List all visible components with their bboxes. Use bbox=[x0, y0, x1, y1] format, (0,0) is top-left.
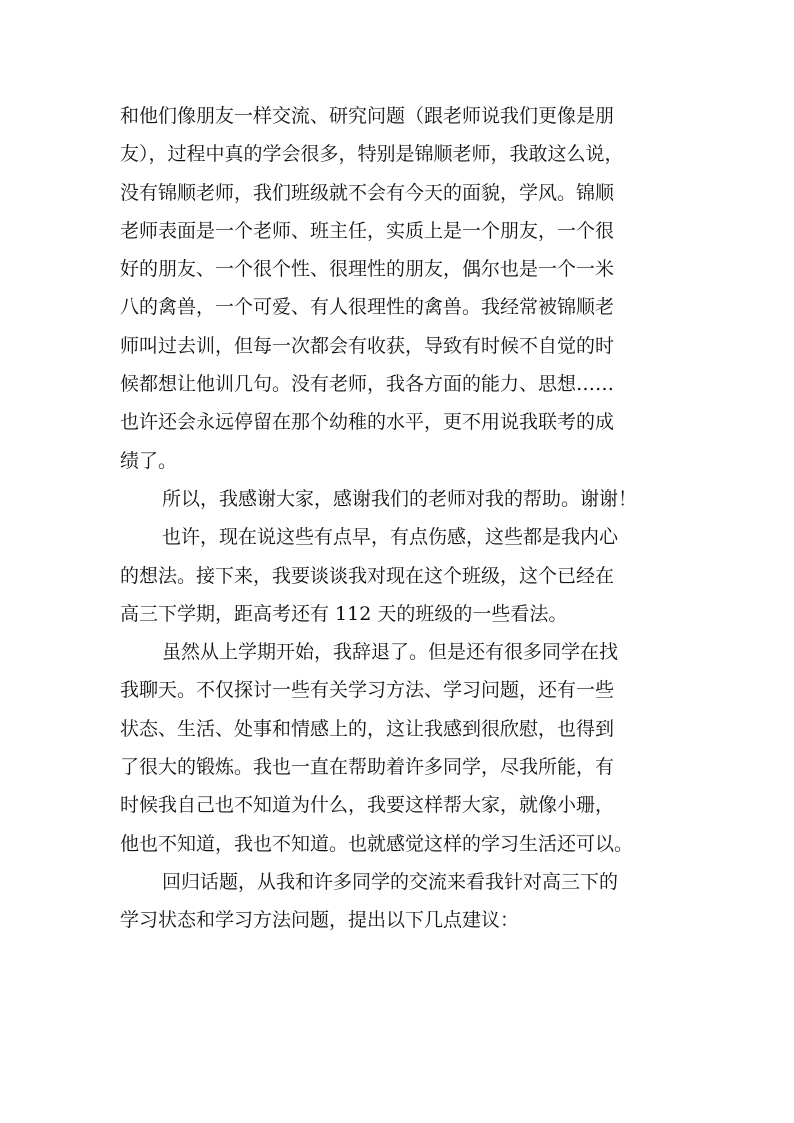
text-line: 好的朋友、一个很个性、很理性的朋友，偶尔也是一个一米 bbox=[120, 258, 615, 281]
text-line: 了很大的锻炼。我也一直在帮助着许多同学，尽我所能，有 bbox=[120, 756, 615, 779]
text-line: 时候我自己也不知道为什么，我要这样帮大家，就像小珊， bbox=[120, 794, 615, 817]
text-line: 八的禽兽，一个可爱、有人很理性的禽兽。我经常被锦顺老 bbox=[120, 296, 615, 319]
text-line: 和他们像朋友一样交流、研究问题（跟老师说我们更像是朋 bbox=[120, 105, 615, 127]
text-line: 师叫过去训，但每一次都会有收获，导致有时候不自觉的时 bbox=[120, 334, 615, 357]
text-line: 高三下学期，距高考还有 112 天的班级的一些看法。 bbox=[120, 602, 568, 625]
text-line: 绩了。 bbox=[120, 449, 178, 472]
text-line: 状态、生活、处事和情感上的，这让我感到很欣慰，也得到 bbox=[120, 717, 615, 740]
text-line: 候都想让他训几句。没有老师，我各方面的能力、思想…… bbox=[120, 373, 615, 396]
text-line: 他也不知道，我也不知道。也就感觉这样的学习生活还可以。 bbox=[120, 832, 634, 855]
text-line: 友），过程中真的学会很多，特别是锦顺老师，我敢这么说， bbox=[120, 143, 624, 166]
paragraph-start-line: 虽然从上学期开始，我辞退了。但是还有很多同学在找 bbox=[162, 641, 619, 664]
paragraph-start-line: 所以，我感谢大家，感谢我们的老师对我的帮助。谢谢！ bbox=[162, 487, 638, 510]
paragraph-start-line: 回归话题，从我和许多同学的交流来看我针对高三下的 bbox=[162, 870, 619, 893]
text-line: 学习状态和学习方法问题，提出以下几点建议： bbox=[120, 909, 520, 932]
text-line: 我聊天。不仅探讨一些有关学习方法、学习问题，还有一些 bbox=[120, 679, 615, 702]
paragraph-start-line: 也许，现在说这些有点早，有点伤感，这些都是我内心 bbox=[162, 526, 619, 549]
text-line: 没有锦顺老师，我们班级就不会有今天的面貌，学风。锦顺 bbox=[120, 181, 615, 204]
body-text bbox=[120, 97, 680, 940]
text-line: 也许还会永远停留在那个幼稚的水平，更不用说我联考的成 bbox=[120, 411, 615, 434]
text-line: 的想法。接下来，我要谈谈我对现在这个班级，这个已经在 bbox=[120, 564, 615, 587]
text-line: 老师表面是一个老师、班主任，实质上是一个朋友，一个很 bbox=[120, 219, 615, 242]
